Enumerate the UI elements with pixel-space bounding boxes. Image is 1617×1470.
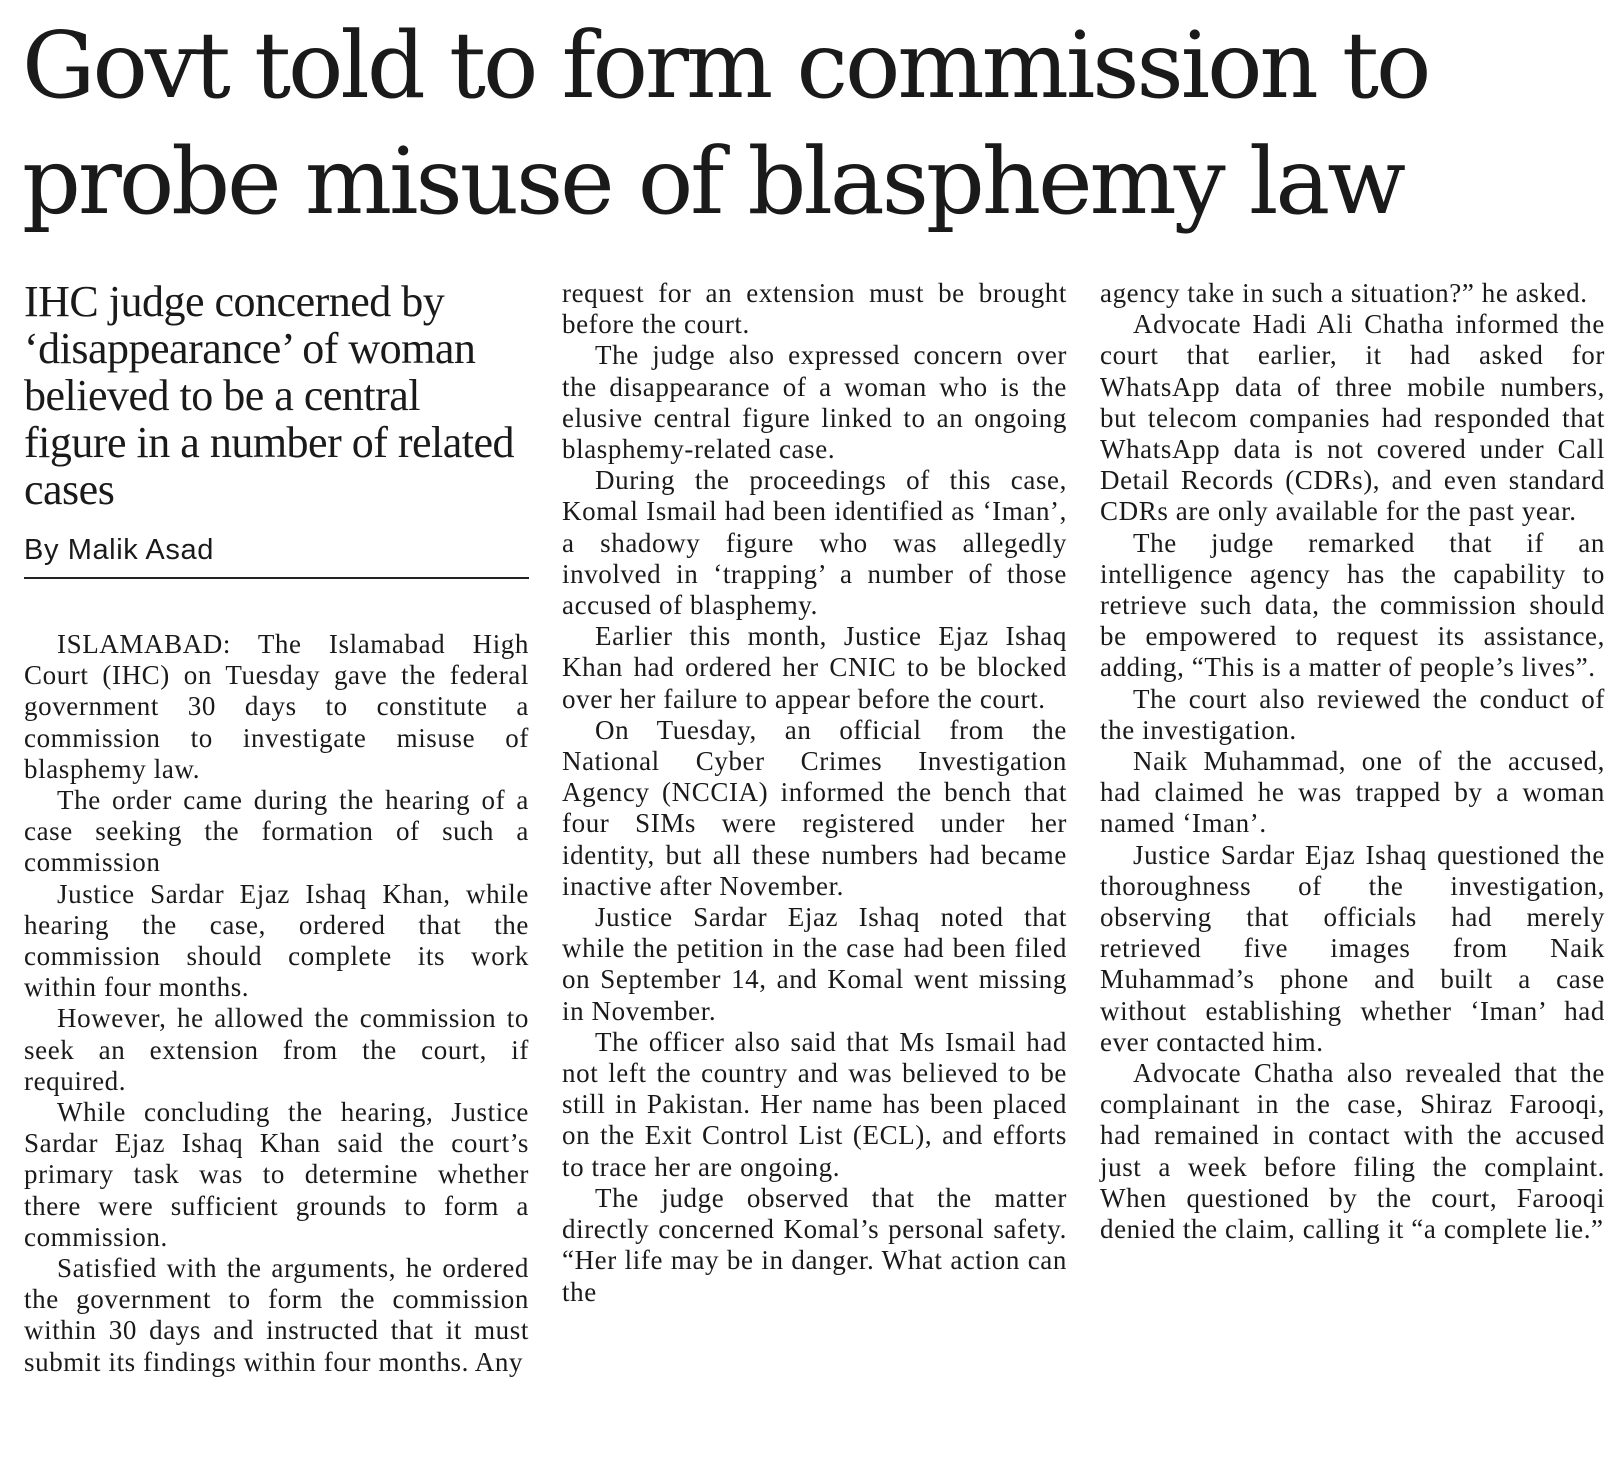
paragraph: However, he allowed the commission to seek an extension from the court, if required. bbox=[24, 1003, 529, 1096]
paragraph: Earlier this month, Justice Ejaz Ishaq Khan had ordered her CNIC to be blocked over her failure to appear before the court. bbox=[562, 621, 1067, 714]
paragraph: On Tuesday, an official from the National Cyber Crimes Investigation Agency (NCCIA) informed the bench that four SIMs were registered under her identity, but all these numbers had became inactive after November. bbox=[562, 714, 1067, 901]
article-column-1 bbox=[24, 278, 529, 1378]
paragraph: The order came during the hearing of a case seeking the formation of such a commission bbox=[24, 785, 529, 878]
paragraph: request for an extension must be brought before the court. bbox=[562, 278, 1067, 340]
article-column-3 bbox=[1100, 278, 1605, 1245]
paragraph: agency take in such a situation?” he asked. bbox=[1100, 278, 1588, 308]
paragraph: Naik Muhammad, one of the accused, had claimed he was trapped by a woman named ‘Iman’. bbox=[1100, 746, 1605, 839]
paragraph: The court also reviewed the conduct of the investigation. bbox=[1100, 683, 1605, 745]
standfirst: IHC judge concerned by ‘disappearance’ of woman believed to be a central figure in a number of related cases bbox=[24, 277, 515, 514]
paragraph: Justice Sardar Ejaz Ishaq noted that while the petition in the case had been filed on September 14, and Komal went missing in November. bbox=[562, 902, 1067, 1026]
paragraph: During the proceedings of this case, Komal Ismail had been identified as ‘Iman’, a shadowy figure who was allegedly involved in ‘trapping’ a number of those accused of blasphemy. bbox=[562, 465, 1067, 621]
headline bbox=[22, 8, 1602, 240]
paragraph: The judge observed that the matter directly concerned Komal’s personal safety. “Her life may be in danger. What action can the bbox=[562, 1182, 1067, 1307]
paragraph: ISLAMABAD: The Islamabad High Court (IHC) on Tuesday gave the federal government 30 days to constitute a commission to investigate misuse of blasphemy law. bbox=[24, 629, 529, 784]
headline-line-2: probe misuse of blasphemy law bbox=[22, 128, 1404, 235]
paragraph: Advocate Chatha also revealed that the complainant in the case, Shiraz Farooqi, had remained in contact with the accused just a week before filing the complaint. When questioned by the court, Farooqi denied the claim, calling it “a complete lie.” bbox=[1100, 1058, 1605, 1245]
paragraph: Advocate Hadi Ali Chatha informed the court that earlier, it had asked for WhatsApp data of three mobile numbers, but telecom companies had responded that WhatsApp data is not covered under Call Detail Records (CDRs), and even standard CDRs are only available for the past year. bbox=[1100, 309, 1605, 527]
article-column-2 bbox=[562, 278, 1067, 1308]
paragraph: Satisfied with the arguments, he ordered the government to form the commission within 30 days and instructed that it must submit its findings within four months. Any bbox=[24, 1253, 529, 1377]
paragraph: Justice Sardar Ejaz Ishaq questioned the thoroughness of the investigation, observing that officials had merely retrieved five images from Naik Muhammad’s phone and built a case without establishing whether ‘Iman’ had ever contacted him. bbox=[1100, 839, 1605, 1057]
paragraph: The judge also expressed concern over the disappearance of a woman who is the elusive central figure linked to an ongoing blasphemy-related case. bbox=[562, 340, 1067, 465]
headline-line-1: Govt told to form commission to bbox=[22, 12, 1429, 119]
paragraph: The officer also said that Ms Ismail had not left the country and was believed to be still in Pakistan. Her name has been placed on the Exit Control List (ECL), and efforts to trace her are ongoing. bbox=[562, 1026, 1067, 1182]
byline: By Malik Asad bbox=[24, 533, 529, 579]
paragraph: While concluding the hearing, Justice Sardar Ejaz Ishaq Khan said the court’s primary task was to determine whether there were sufficient grounds to form a commission. bbox=[24, 1097, 529, 1252]
paragraph: Justice Sardar Ejaz Ishaq Khan, while hearing the case, ordered that the commission should complete its work within four months. bbox=[24, 878, 529, 1003]
paragraph: The judge remarked that if an intelligence agency has the capability to retrieve such data, the commission should be empowered to request its assistance, adding, “This is a matter of people’s lives”. bbox=[1100, 527, 1605, 683]
